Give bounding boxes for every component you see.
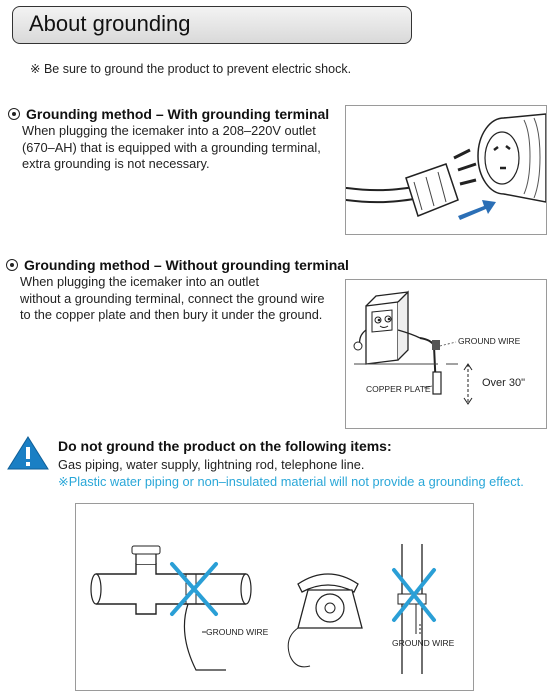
page-title: About grounding: [29, 11, 191, 36]
section1-line: extra grounding is not necessary.: [22, 156, 210, 171]
depth-label: Over 30": [482, 377, 526, 389]
copper-plate-figure: [345, 279, 547, 429]
right-ground-wire-label: GROUND WIRE: [392, 638, 455, 648]
plug-outlet-figure: [345, 105, 547, 235]
section1-body: [22, 123, 321, 173]
warning-items: Gas piping, water supply, lightning rod, telephone line.: [58, 457, 365, 472]
bullet-icon: [6, 259, 18, 271]
section2-body: [20, 274, 324, 324]
copper-plate-label: COPPER PLATE: [366, 384, 431, 394]
bullet-icon: [8, 108, 20, 120]
telephone-drawing: [288, 574, 362, 667]
warning-triangle-icon: [6, 435, 50, 471]
section2-line: without a grounding terminal, connect the ground wire: [20, 290, 325, 306]
section1-line: When plugging the icemaker into a 208–220V outlet: [22, 123, 316, 138]
section1-heading: [8, 106, 329, 122]
section1-title: Grounding method – With grounding terminal: [26, 106, 330, 122]
section2-line: When plugging the icemaker into an outlet: [20, 274, 260, 289]
ground-wire-label: GROUND WIRE: [458, 336, 521, 346]
section2-title: Grounding method – Without grounding terminal: [24, 257, 349, 273]
forbidden-grounding-figure: [75, 503, 474, 691]
section1-line: (670–AH) that is equipped with a grounding terminal,: [22, 139, 321, 155]
section2-line: to the copper plate and then bury it under the ground.: [20, 307, 323, 322]
section2-heading: [6, 257, 349, 273]
safety-notice: ※ Be sure to ground the product to prevent electric shock.: [30, 62, 352, 76]
forbidden-items-illustration: [76, 504, 473, 690]
warning-note: ※Plastic water piping or non–insulated material will not provide a grounding effect.: [58, 474, 524, 489]
title-banner: [12, 6, 412, 44]
warning-title: Do not ground the product on the following items:: [58, 438, 392, 454]
plug-outlet-illustration: [346, 106, 546, 234]
icemaker-grounding-illustration: [346, 280, 546, 428]
left-ground-wire-label: GROUND WIRE: [206, 627, 269, 637]
